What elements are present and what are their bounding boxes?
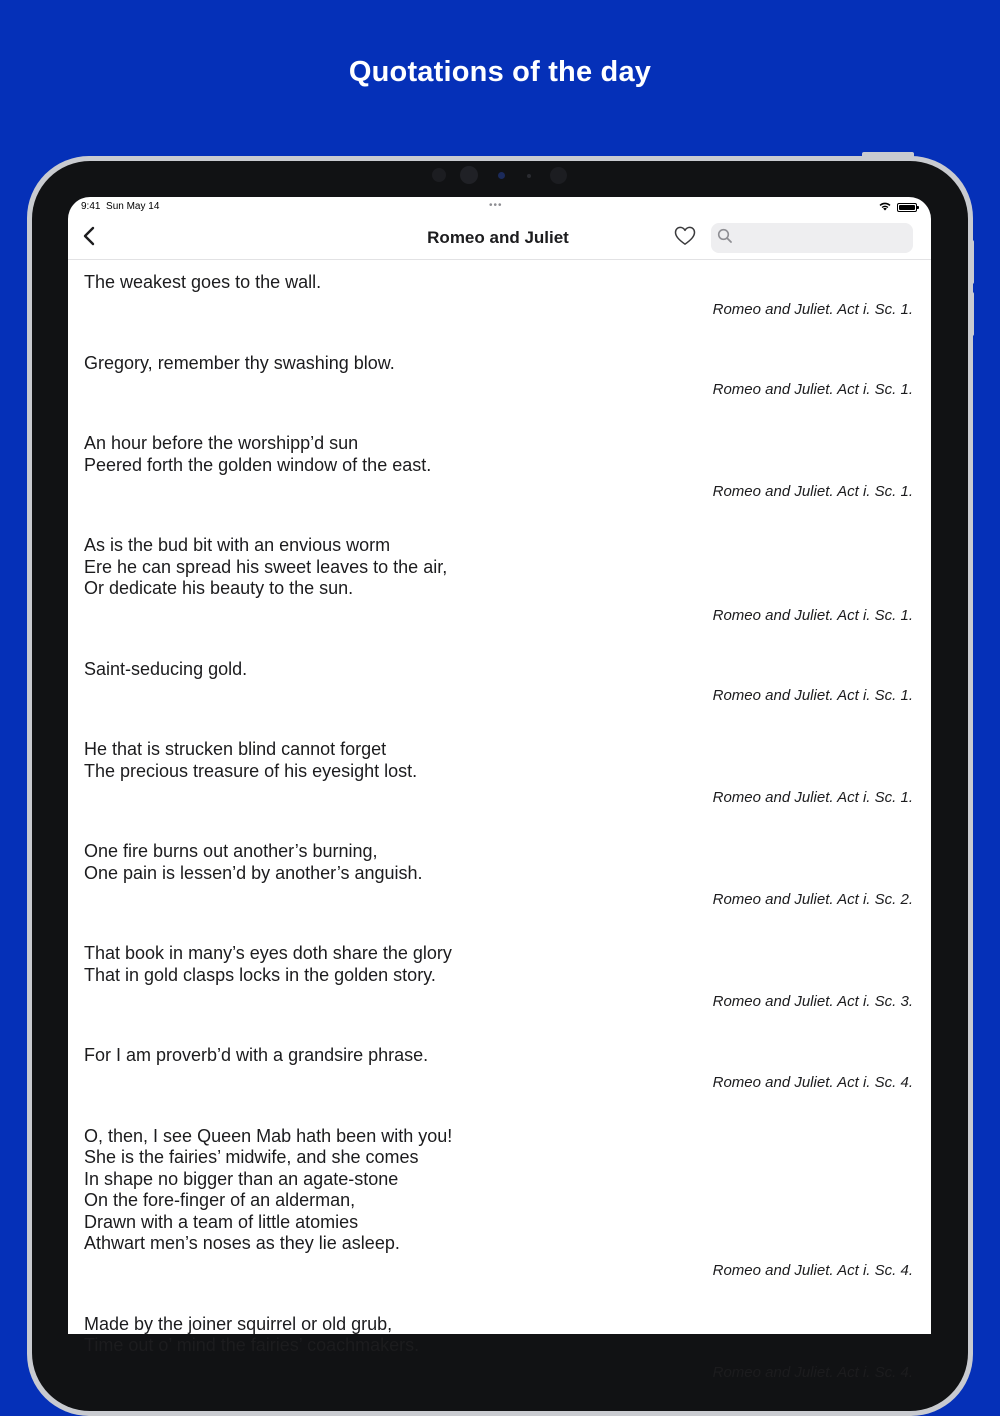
- quote-item[interactable]: [68, 647, 931, 728]
- quote-source: Romeo and Juliet. Act i. Sc. 4.: [712, 1073, 913, 1091]
- sensor-dot: [460, 166, 478, 184]
- quote-item[interactable]: [68, 523, 931, 647]
- promo-headline: Quotations of the day: [348, 56, 652, 88]
- quote-text: Made by the joiner squirrel or old grub, Time out o’ mind the fairies’ coachmakers.: [84, 1313, 420, 1355]
- status-indicators: [878, 201, 917, 214]
- sensor-dot: [550, 167, 567, 184]
- quote-item[interactable]: [68, 829, 931, 931]
- quote-text: The weakest goes to the wall.: [84, 272, 322, 292]
- search-field[interactable]: [711, 223, 913, 253]
- status-date: Sun May 14: [106, 201, 160, 212]
- heart-outline-icon: [674, 226, 696, 251]
- quote-text: He that is strucken blind cannot forget The precious treasure of his eyesight lost.: [84, 739, 418, 781]
- quote-item[interactable]: [68, 1114, 931, 1302]
- quote-source: Romeo and Juliet. Act i. Sc. 4.: [712, 1363, 913, 1381]
- quote-item[interactable]: [68, 727, 931, 829]
- quote-item[interactable]: [68, 1302, 931, 1404]
- quote-text: One fire burns out another’s burning, One pain is lessen’d by another’s anguish.: [84, 841, 423, 883]
- status-time: [81, 201, 159, 212]
- quote-source: Romeo and Juliet. Act i. Sc. 1.: [712, 300, 913, 318]
- sensor-dot: [527, 174, 531, 178]
- app-screen: [68, 197, 931, 1381]
- search-input[interactable]: [737, 229, 911, 247]
- quote-text: For I am proverb’d with a grandsire phrase.: [84, 1045, 429, 1065]
- front-camera: [498, 172, 505, 179]
- quote-source: Romeo and Juliet. Act i. Sc. 1.: [712, 483, 913, 500]
- quote-source: Romeo and Juliet. Act i. Sc. 1.: [712, 606, 913, 624]
- quote-list: [68, 260, 931, 1404]
- quote-item[interactable]: [68, 341, 931, 422]
- wifi-icon: [878, 201, 892, 214]
- quote-item[interactable]: [68, 260, 931, 341]
- status-bar: [68, 197, 931, 217]
- multitasking-dots[interactable]: •••: [489, 200, 503, 211]
- battery-icon: [897, 203, 917, 212]
- quote-source: Romeo and Juliet. Act i. Sc. 4.: [712, 1261, 913, 1279]
- quote-source: Romeo and Juliet. Act i. Sc. 1.: [712, 789, 913, 806]
- quote-source: Romeo and Juliet. Act i. Sc. 1.: [712, 687, 913, 704]
- chevron-left-icon: [82, 226, 96, 251]
- page-title: Romeo and Juliet: [427, 228, 569, 247]
- status-clock: 9:41: [81, 201, 101, 212]
- quote-text: An hour before the worshipp’d sun Peered forth the golden window of the east.: [84, 433, 432, 475]
- quote-item[interactable]: [68, 421, 931, 523]
- quote-source: Romeo and Juliet. Act i. Sc. 2.: [712, 891, 913, 908]
- search-icon: [717, 228, 733, 249]
- favorite-button[interactable]: [672, 225, 698, 251]
- quote-text: That book in many’s eyes doth share the glory That in gold clasps locks in the golden story.: [84, 943, 452, 985]
- quote-text: As is the bud bit with an envious worm Ere he can spread his sweet leaves to the air, Or dedicate his beauty to the sun.: [84, 535, 448, 598]
- quote-text: Saint-seducing gold.: [84, 658, 248, 679]
- back-button[interactable]: [74, 223, 104, 253]
- sensor-dot: [432, 168, 446, 182]
- quote-source: Romeo and Juliet. Act i. Sc. 3.: [712, 993, 913, 1010]
- quote-item[interactable]: [68, 1033, 931, 1114]
- quote-item[interactable]: [68, 931, 931, 1033]
- quote-text: Gregory, remember thy swashing blow.: [84, 352, 395, 373]
- quote-text: O, then, I see Queen Mab hath been with you! She is the fairies’ midwife, and she comes In shape no bigger than an agate-stone On the fore-finger of an alderman, Drawn with a team of little atomies Athwart men’s noses as they lie asleep.: [84, 1125, 453, 1253]
- navigation-bar: [68, 217, 931, 260]
- quote-source: Romeo and Juliet. Act i. Sc. 1.: [712, 381, 913, 398]
